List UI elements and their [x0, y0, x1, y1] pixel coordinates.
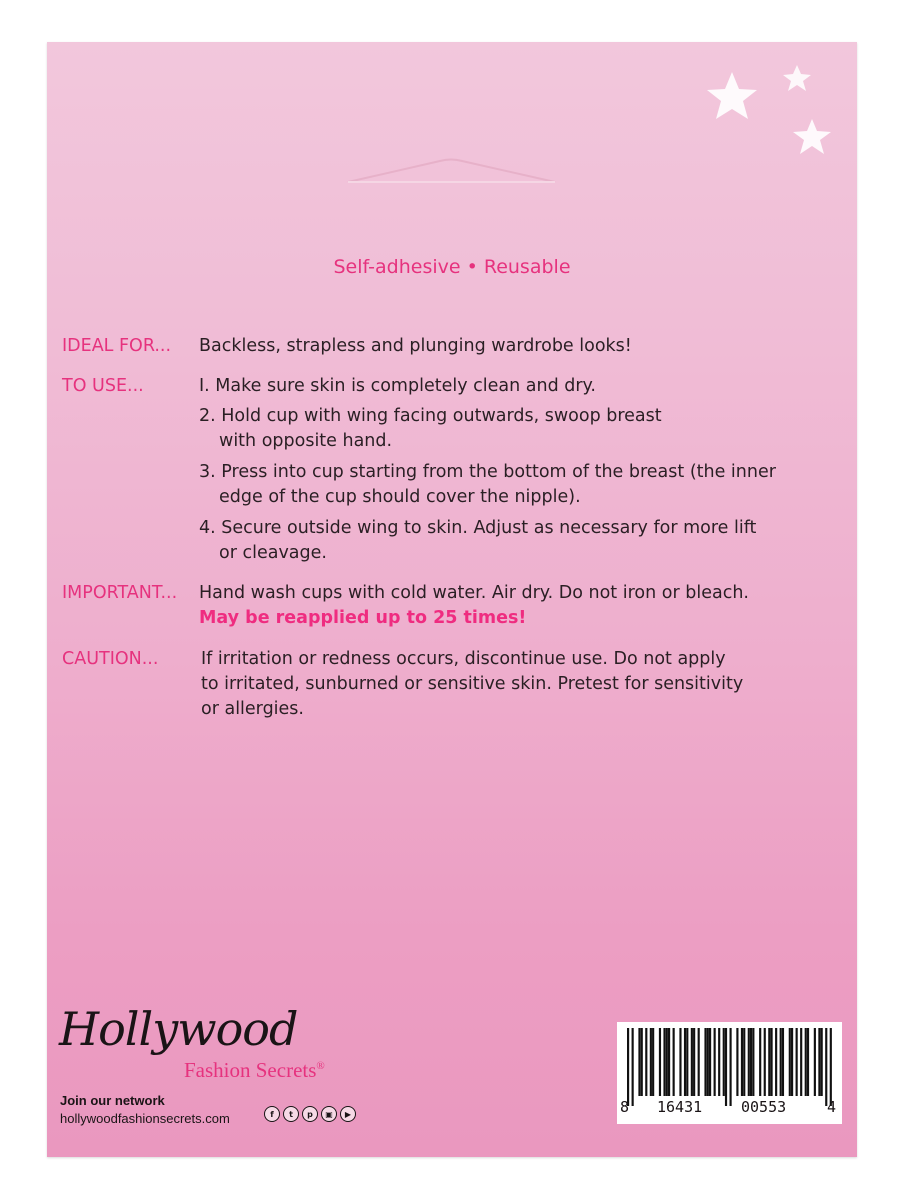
tagline: Self-adhesive • Reusable [333, 256, 571, 278]
barcode-digits [617, 1098, 842, 1120]
step-4-line2: or cleavage. [219, 543, 327, 563]
step-2-line2: with opposite hand. [219, 431, 393, 451]
barcode-bar [782, 1028, 784, 1096]
social-icons [264, 1106, 356, 1122]
step-2 [199, 404, 662, 454]
barcode-bar [725, 1028, 727, 1106]
step-1-line1: I. Make sure skin is completely clean and dry. [199, 376, 596, 396]
brand-logo-sub [184, 1058, 325, 1083]
barcode-bar [814, 1028, 816, 1096]
barcode-bar [736, 1028, 738, 1096]
barcode-bar [730, 1028, 732, 1106]
barcode-bar [780, 1028, 782, 1096]
pinterest-icon[interactable]: p [302, 1106, 318, 1122]
barcode-bar [714, 1028, 716, 1096]
barcode-bar [796, 1028, 798, 1096]
barcode-bar [789, 1028, 791, 1096]
brand-logo [59, 1002, 379, 1092]
step-4 [199, 516, 756, 566]
caution-line-3: or allergies. [201, 699, 304, 719]
registered-mark: ® [316, 1060, 325, 1072]
barcode-bar [741, 1028, 743, 1096]
important-label: IMPORTANT... [62, 583, 178, 603]
step-2-line1: 2. Hold cup with wing facing outwards, swoop breast [199, 406, 662, 426]
barcode-digit-last: 4 [827, 1098, 837, 1116]
barcode-bar [704, 1028, 706, 1096]
barcode-bar [748, 1028, 750, 1096]
caution-line-1: If irritation or redness occurs, discontinue use. Do not apply [201, 649, 726, 669]
barcode-bar [805, 1028, 807, 1096]
barcode-bar [764, 1028, 766, 1096]
barcode-bar [807, 1028, 809, 1096]
step-3-line2: edge of the cup should cover the nipple). [219, 487, 581, 507]
barcode-digits-right: 00553 [741, 1098, 787, 1116]
barcode-bar [830, 1028, 832, 1106]
barcode-bar [673, 1028, 675, 1096]
barcode-bar [668, 1028, 670, 1096]
barcode-bar [791, 1028, 793, 1096]
barcode-bar [771, 1028, 773, 1096]
barcode-bar [693, 1028, 695, 1096]
barcode-bar [691, 1028, 693, 1096]
barcode-bar [743, 1028, 745, 1096]
star-icon [783, 65, 811, 91]
barcode-bar [659, 1028, 661, 1096]
ideal-for-label: IDEAL FOR... [62, 336, 172, 356]
brand-logo-sub-text: Fashion Secrets [184, 1058, 317, 1082]
barcode-bar [652, 1028, 654, 1096]
barcode-bar [686, 1028, 688, 1096]
barcode-bar [650, 1028, 652, 1096]
barcode-bar [684, 1028, 686, 1096]
barcode-bar [707, 1028, 709, 1096]
barcode-bar [775, 1028, 777, 1096]
packaging-card [47, 42, 857, 1157]
hanger-hole [344, 158, 559, 184]
barcode-bar [825, 1028, 827, 1106]
to-use-label: TO USE... [62, 376, 144, 396]
barcode-bar [723, 1028, 725, 1096]
barcode-bar [679, 1028, 681, 1096]
step-4-line1: 4. Secure outside wing to skin. Adjust as necessary for more lift [199, 518, 757, 538]
barcode-bar [821, 1028, 823, 1096]
barcode-bar [718, 1028, 720, 1096]
join-network-text: Join our network [60, 1093, 165, 1108]
instagram-icon[interactable]: ▣ [321, 1106, 337, 1122]
step-1 [199, 374, 596, 399]
barcode-bar [709, 1028, 711, 1096]
star-icon [707, 72, 757, 119]
barcode [617, 1022, 842, 1124]
star-icon [793, 119, 831, 154]
barcode-bar [641, 1028, 643, 1096]
barcode-bars [627, 1028, 832, 1106]
ideal-for-text: Backless, strapless and plunging wardrobe looks! [199, 336, 632, 356]
barcode-bar [663, 1028, 665, 1096]
website-link[interactable]: hollywoodfashionsecrets.com [60, 1111, 230, 1126]
reapply-emphasis: May be reapplied up to 25 times! [199, 608, 527, 628]
youtube-icon[interactable]: ▶ [340, 1106, 356, 1122]
caution-text [201, 647, 743, 722]
barcode-bar [627, 1028, 629, 1106]
barcode-bar [768, 1028, 770, 1096]
stars-decoration [707, 62, 837, 162]
important-text: Hand wash cups with cold water. Air dry. Do not iron or bleach. [199, 583, 749, 603]
caution-line-2: to irritated, sunburned or sensitive skin. Pretest for sensitivity [201, 674, 744, 694]
barcode-bar [645, 1028, 647, 1096]
barcode-bar [666, 1028, 668, 1096]
barcode-bar [750, 1028, 752, 1096]
barcode-bar [759, 1028, 761, 1096]
step-3-line1: 3. Press into cup starting from the bottom of the breast (the inner [199, 462, 776, 482]
twitter-icon[interactable]: t [283, 1106, 299, 1122]
barcode-digits-left: 16431 [657, 1098, 703, 1116]
barcode-bar [632, 1028, 634, 1106]
barcode-digit-first: 8 [620, 1098, 630, 1116]
caution-label: CAUTION... [62, 649, 159, 669]
barcode-bar [752, 1028, 754, 1096]
brand-logo-script: Hollywood [59, 1002, 298, 1056]
barcode-bar [698, 1028, 700, 1096]
facebook-icon[interactable]: f [264, 1106, 280, 1122]
step-3 [199, 460, 776, 510]
barcode-bar [818, 1028, 820, 1096]
barcode-bar [638, 1028, 640, 1096]
barcode-bar [800, 1028, 802, 1096]
